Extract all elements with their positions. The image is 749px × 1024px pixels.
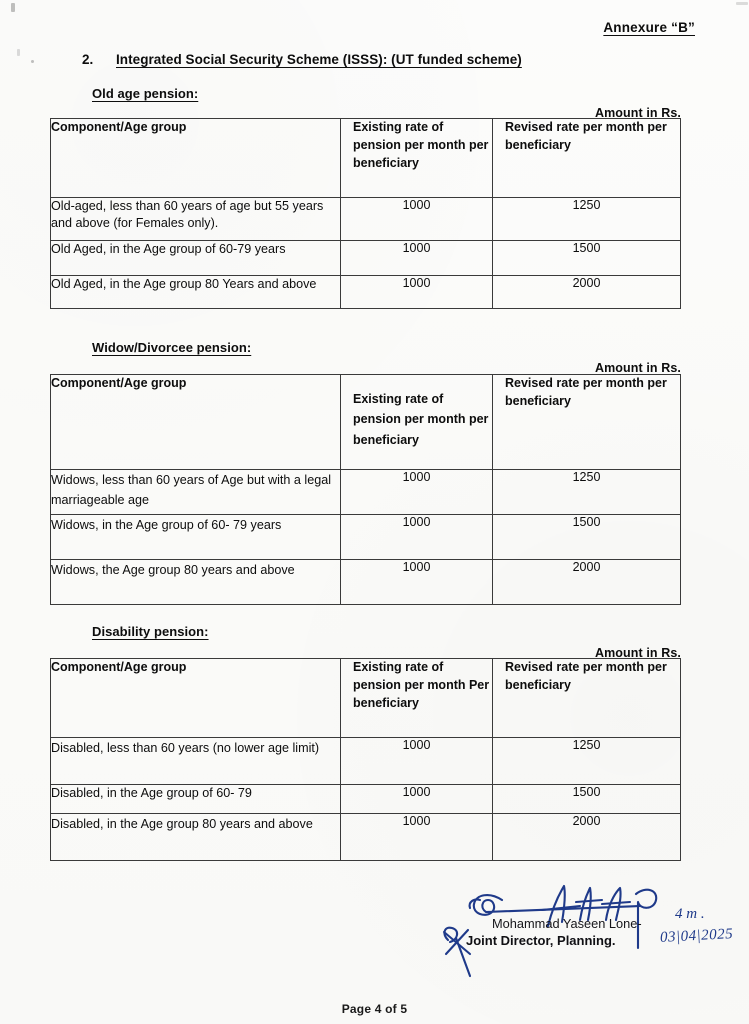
table-row	[51, 198, 681, 241]
table-row	[51, 738, 681, 785]
scheme-heading	[82, 52, 522, 67]
cell-component: Old Aged, in the Age group of 60-79 years	[51, 241, 341, 276]
cell-existing-rate: 1000	[341, 470, 493, 515]
signatory-name: Mohammad Yaseen Lone-	[492, 916, 642, 931]
section-heading-widow: Widow/Divorcee pension:	[92, 340, 252, 355]
cell-component: Disabled, in the Age group of 60- 79	[51, 785, 341, 814]
table-row	[51, 276, 681, 309]
table-header-row	[51, 119, 681, 198]
header-existing-rate: Existing rate of pension per month per beneficiary	[341, 119, 493, 198]
scan-speck	[31, 60, 34, 63]
cell-revised-rate: 1250	[493, 470, 681, 515]
cell-component: Old-aged, less than 60 years of age but 55 years and above (for Females only).	[51, 198, 341, 241]
header-component: Component/Age group	[51, 119, 341, 198]
amount-note-widow: Amount in Rs.	[594, 361, 681, 375]
scheme-title: Integrated Social Security Scheme (ISSS): (UT funded scheme)	[116, 52, 522, 67]
header-revised-rate: Revised rate per month per beneficiary	[493, 119, 681, 198]
table-row	[51, 241, 681, 276]
cell-revised-rate: 1250	[493, 738, 681, 785]
cell-component: Old Aged, in the Age group 80 Years and above	[51, 276, 341, 309]
table-row	[51, 560, 681, 605]
cell-revised-rate: 1500	[493, 241, 681, 276]
table-row	[51, 785, 681, 814]
scan-speck	[736, 2, 748, 5]
amount-note-disability: Amount in Rs.	[594, 646, 681, 660]
signatory-designation: Joint Director, Planning.	[466, 933, 616, 948]
signature-date: 03|04|2025	[659, 926, 734, 946]
page-footer: Page 4 of 5	[341, 1002, 408, 1016]
section-heading-disability: Disability pension:	[92, 624, 209, 639]
cell-existing-rate: 1000	[341, 814, 493, 861]
annexure-label: Annexure “B”	[603, 20, 695, 35]
table-disability-pension	[50, 658, 681, 861]
header-revised-rate: Revised rate per month per beneficiary	[493, 375, 681, 470]
clause-number: 2.	[82, 52, 94, 67]
cell-revised-rate: 1500	[493, 785, 681, 814]
table-header-row	[51, 659, 681, 738]
scan-speck	[11, 3, 15, 12]
cell-revised-rate: 2000	[493, 276, 681, 309]
header-existing-rate: Existing rate of pension per month Per beneficiary	[341, 659, 493, 738]
table-header-row	[51, 375, 681, 470]
cell-component: Disabled, in the Age group 80 years and above	[51, 814, 341, 861]
signature-initials: 4 m .	[675, 906, 705, 922]
cell-revised-rate: 2000	[493, 560, 681, 605]
header-revised-rate: Revised rate per month per beneficiary	[493, 659, 681, 738]
cell-component: Widows, the Age group 80 years and above	[51, 560, 341, 605]
cell-component: Widows, in the Age group of 60- 79 years	[51, 515, 341, 560]
cell-existing-rate: 1000	[341, 198, 493, 241]
section-heading-old-age: Old age pension:	[92, 86, 199, 101]
table-row	[51, 470, 681, 515]
header-component: Component/Age group	[51, 659, 341, 738]
scan-speck	[17, 49, 20, 56]
table-row	[51, 814, 681, 861]
signature-block	[430, 876, 740, 986]
cell-revised-rate: 1250	[493, 198, 681, 241]
header-existing-rate: Existing rate of pension per month per beneficiary	[341, 375, 493, 470]
header-component: Component/Age group	[51, 375, 341, 470]
cell-existing-rate: 1000	[341, 276, 493, 309]
table-old-age-pension	[50, 118, 681, 309]
cell-component: Widows, less than 60 years of Age but with a legal marriageable age	[51, 470, 341, 515]
cell-existing-rate: 1000	[341, 738, 493, 785]
cell-existing-rate: 1000	[341, 515, 493, 560]
cell-revised-rate: 2000	[493, 814, 681, 861]
cell-revised-rate: 1500	[493, 515, 681, 560]
cell-component: Disabled, less than 60 years (no lower age limit)	[51, 738, 341, 785]
cell-existing-rate: 1000	[341, 785, 493, 814]
table-row	[51, 515, 681, 560]
table-widow-divorcee-pension	[50, 374, 681, 605]
amount-note-old-age: Amount in Rs.	[594, 106, 681, 120]
cell-existing-rate: 1000	[341, 241, 493, 276]
cell-existing-rate: 1000	[341, 560, 493, 605]
